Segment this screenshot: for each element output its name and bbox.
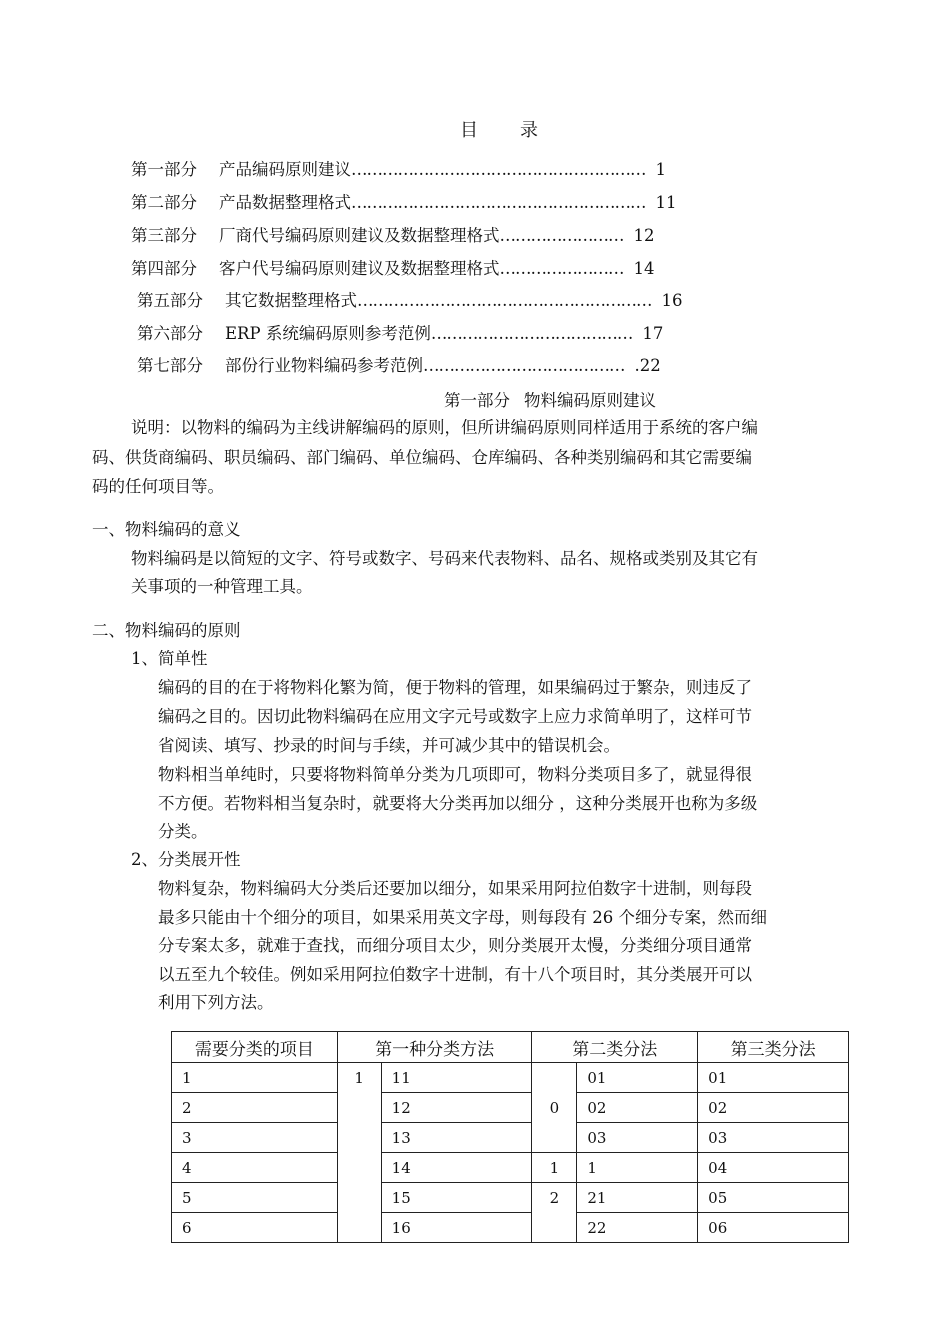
toc-item-3[interactable]: 第三部分 厂商代号编码原则建议及数据整理格式 …………………… 12 xyxy=(131,226,655,245)
subsection-2-heading: 2、分类展开性 xyxy=(131,850,241,869)
table-header-row xyxy=(172,1032,849,1063)
method-3-code: 06 xyxy=(698,1213,849,1243)
method-1-code: 14 xyxy=(381,1153,532,1183)
item-cell: 1 xyxy=(172,1063,338,1093)
method-1-code: 13 xyxy=(381,1123,532,1153)
section-1-line-1: 物料编码是以简短的文字、符号或数字、号码来代表物料、品名、规格或类别及其它有 xyxy=(131,549,758,568)
table-row xyxy=(172,1123,849,1153)
table-row xyxy=(172,1153,849,1183)
method-1-code: 12 xyxy=(381,1093,532,1123)
table-row xyxy=(172,1213,849,1243)
sub1-p2-line-3: 分类。 xyxy=(158,822,208,841)
subsection-1-heading: 1、简单性 xyxy=(131,649,208,668)
toc-title-char-2: 录 xyxy=(520,120,540,141)
sub2-p1-line-3: 分专案太多，就难于查找，而细分项目太少，则分类展开太慢，分类细分项目通常 xyxy=(158,936,752,955)
section-1-heading: 一、物料编码的意义 xyxy=(92,520,241,539)
table-row xyxy=(172,1063,849,1093)
toc-item-2[interactable]: 第二部分 产品数据整理格式 ………………………………………………… 11 xyxy=(131,193,677,212)
method-3-code: 01 xyxy=(698,1063,849,1093)
toc-title-char-1: 目 xyxy=(460,120,480,141)
sub2-p1-line-2: 最多只能由十个细分的项目，如果采用英文字母，则每段有 26 个细分专案，然而细 xyxy=(158,908,767,927)
header-method-2: 第二类分法 xyxy=(532,1032,698,1063)
method-3-code: 04 xyxy=(698,1153,849,1183)
method-1-code: 15 xyxy=(381,1183,532,1213)
intro-line-1: 说明：以物料的编码为主线讲解编码的原则，但所讲编码原则同样适用于系统的客户编 xyxy=(131,418,758,437)
section-2-heading: 二、物料编码的原则 xyxy=(92,621,241,640)
method-3-code: 03 xyxy=(698,1123,849,1153)
section-title: 物料编码原则建议 xyxy=(524,391,656,410)
sub1-p1-line-1: 编码的目的在于将物料化繁为简，便于物料的管理，如果编码过于繁杂，则违反了 xyxy=(158,678,752,697)
method-1-group: 1 xyxy=(337,1063,381,1243)
toc-item-4[interactable]: 第四部分 客户代号编码原则建议及数据整理格式 …………………… 14 xyxy=(131,259,655,278)
toc-item-7[interactable]: 第七部分 部份行业物料编码参考范例 ………………………………… .22 xyxy=(137,356,661,375)
intro-line-2: 码、供货商编码、职员编码、部门编码、单位编码、仓库编码、各种类别编码和其它需要编 xyxy=(92,448,752,467)
method-1-code: 11 xyxy=(381,1063,532,1093)
method-2-code: 02 xyxy=(577,1093,698,1123)
method-2-code: 22 xyxy=(577,1213,698,1243)
sub1-p1-line-2: 编码之目的。因切此物料编码在应用文字元号或数字上应力求简单明了，这样可节 xyxy=(158,707,752,726)
classification-table xyxy=(171,1031,849,1243)
section-part: 第一部分 xyxy=(444,391,510,410)
toc-item-5[interactable]: 第五部分 其它数据整理格式 ………………………………………………… 16 xyxy=(137,291,683,310)
toc-item-1[interactable]: 第一部分 产品编码原则建议 ………………………………………………… 1 xyxy=(131,160,666,179)
sub1-p2-line-1: 物料相当单纯时，只要将物料简单分类为几项即可，物料分类项目多了，就显得很 xyxy=(158,765,752,784)
method-2-group: 1 xyxy=(532,1153,577,1183)
method-3-code: 02 xyxy=(698,1093,849,1123)
method-3-code: 05 xyxy=(698,1183,849,1213)
header-method-3: 第三类分法 xyxy=(698,1032,849,1063)
sub2-p1-line-1: 物料复杂，物料编码大分类后还要加以细分，如果采用阿拉伯数字十进制，则每段 xyxy=(158,879,752,898)
sub1-p2-line-2: 不方便。若物料相当复杂时，就要将大分类再加以细分 ，这种分类展开也称为多级 xyxy=(158,794,758,813)
section-1-line-2: 关事项的一种管理工具。 xyxy=(131,577,313,596)
method-2-group: 2 xyxy=(532,1183,577,1243)
toc-item-6[interactable]: 第六部分 ERP 系统编码原则参考范例 ………………………………… 17 xyxy=(137,324,664,343)
sub2-p1-line-4: 以五至九个较佳。例如采用阿拉伯数字十进制，有十八个项目时，其分类展开可以 xyxy=(158,965,752,984)
section-heading xyxy=(0,387,950,411)
item-cell: 2 xyxy=(172,1093,338,1123)
intro-line-3: 码的任何项目等。 xyxy=(92,477,224,496)
sub1-p1-line-3: 省阅读、填写、抄录的时间与手续，并可减少其中的错误机会。 xyxy=(158,736,620,755)
method-1-code: 16 xyxy=(381,1213,532,1243)
table-row xyxy=(172,1183,849,1213)
sub2-p1-line-5: 利用下列方法。 xyxy=(158,993,274,1012)
item-cell: 5 xyxy=(172,1183,338,1213)
item-cell: 3 xyxy=(172,1123,338,1153)
table-row xyxy=(172,1093,849,1123)
header-items: 需要分类的项目 xyxy=(172,1032,338,1063)
method-2-code: 01 xyxy=(577,1063,698,1093)
header-method-1: 第一种分类方法 xyxy=(337,1032,532,1063)
method-2-group: 0 xyxy=(532,1063,577,1153)
item-cell: 6 xyxy=(172,1213,338,1243)
toc-title xyxy=(0,116,950,142)
method-2-code: 21 xyxy=(577,1183,698,1213)
item-cell: 4 xyxy=(172,1153,338,1183)
method-2-code: 1 xyxy=(577,1153,698,1183)
method-2-code: 03 xyxy=(577,1123,698,1153)
